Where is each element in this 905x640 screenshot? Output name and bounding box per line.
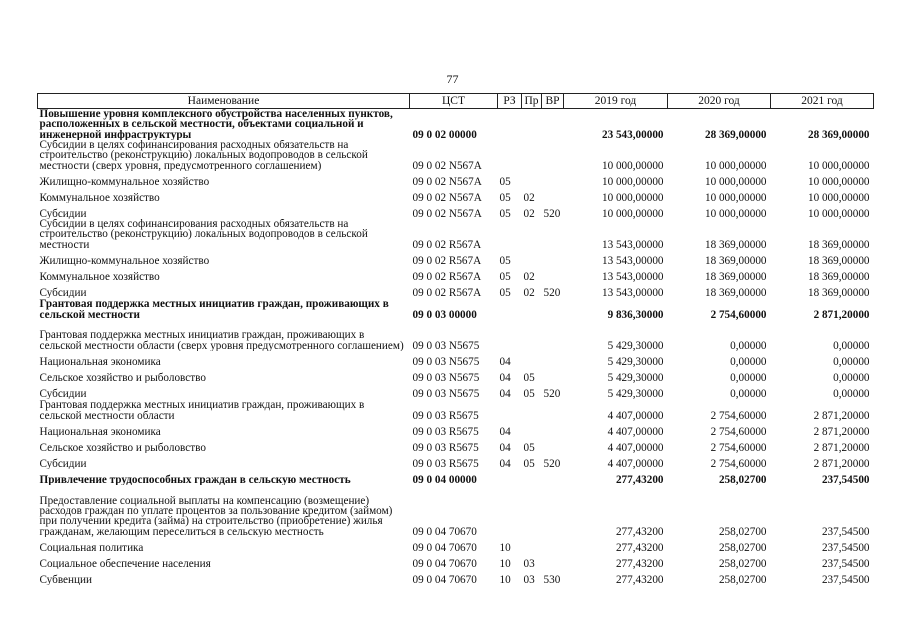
cell-2020: 2 754,60000 (710, 425, 767, 437)
cell-2021: 0,00000 (833, 387, 870, 399)
cell-pr: 05 (523, 457, 535, 469)
cell-vr: 520 (543, 387, 561, 399)
cell-name: Субсидии в целях софинансирования расходных обязательств на строительство (реконструкцию) локальных водопроводов в сельской местности (сверх уровня, предусмотренного соглашением) (39, 140, 368, 171)
cell-pr (522, 399, 542, 421)
cell-name: Привлечение трудоспособных граждан в сельскую местность (39, 473, 351, 485)
cell-2020: 258,02700 (718, 557, 767, 569)
cell-cst: 09 0 04 00000 (412, 473, 477, 485)
cell-cst: 09 0 03 R5675 (412, 409, 479, 421)
cell-rz: 05 (499, 270, 511, 282)
cell-2020: 18 369,00000 (704, 286, 767, 298)
table-row (38, 109, 874, 141)
cell-2021: 237,54500 (821, 525, 870, 537)
cell-2020: 2 754,60000 (710, 441, 767, 453)
table-row (38, 219, 874, 250)
cell-name: Жилищно-коммунальное хозяйство (39, 175, 210, 187)
cell-2021: 237,54500 (821, 473, 870, 485)
cell-cst: 09 0 03 N5675 (412, 371, 480, 383)
cell-2021: 237,54500 (821, 557, 870, 569)
cell-name: Субсидии в целях софинансирования расходных обязательств на строительство (реконструкцию) локальных водопроводов в сельской местности (39, 219, 368, 250)
cell-pr (522, 469, 542, 485)
cell-cst: 09 0 02 N567A (412, 159, 482, 171)
cell-vr (542, 298, 564, 320)
cell-cst: 09 0 03 R5675 (412, 441, 479, 453)
cell-pr (522, 250, 542, 266)
cell-2019: 10 000,00000 (601, 175, 664, 187)
table-row (38, 383, 874, 399)
cell-2021: 28 369,00000 (807, 128, 870, 140)
cell-cst: 09 0 03 R5675 (412, 457, 479, 469)
cell-cst: 09 0 02 R567A (412, 286, 482, 298)
cell-pr (522, 298, 542, 320)
header-2019: 2019 год (564, 94, 668, 109)
cell-2021: 0,00000 (833, 339, 870, 351)
header-rz: РЗ (498, 94, 522, 109)
table-body (38, 109, 874, 586)
cell-2020: 18 369,00000 (704, 254, 767, 266)
cell-cst: 09 0 03 N5675 (412, 355, 480, 367)
cell-2020: 0,00000 (730, 387, 767, 399)
cell-2019: 5 429,30000 (607, 339, 664, 351)
table-row (38, 553, 874, 569)
cell-name: Социальное обеспечение населения (39, 557, 211, 569)
table-row (38, 421, 874, 437)
cell-2020: 10 000,00000 (704, 191, 767, 203)
cell-2020: 0,00000 (730, 339, 767, 351)
cell-2019: 277,43200 (615, 541, 664, 553)
cell-cst: 09 0 02 R567A (412, 254, 482, 266)
cell-2019: 13 543,00000 (601, 270, 664, 282)
cell-2021: 237,54500 (821, 573, 870, 585)
cell-name: Жилищно-коммунальное хозяйство (39, 254, 210, 266)
table-row (38, 453, 874, 469)
cell-cst: 09 0 04 70670 (412, 541, 477, 553)
cell-rz (498, 485, 522, 537)
cell-2021: 2 871,20000 (813, 441, 870, 453)
cell-cst: 09 0 03 N5675 (412, 387, 480, 399)
cell-rz: 04 (499, 387, 511, 399)
cell-vr (542, 140, 564, 171)
cell-pr: 02 (523, 191, 535, 203)
cell-pr: 05 (523, 441, 535, 453)
cell-rz: 04 (499, 441, 511, 453)
cell-2021: 10 000,00000 (807, 207, 870, 219)
cell-pr (522, 485, 542, 537)
cell-2021: 18 369,00000 (807, 270, 870, 282)
cell-cst: 09 0 03 R5675 (412, 425, 479, 437)
table-row (38, 399, 874, 421)
cell-2019: 277,43200 (615, 557, 664, 569)
cell-pr: 02 (523, 270, 535, 282)
cell-2021: 237,54500 (821, 541, 870, 553)
cell-2019: 10 000,00000 (601, 207, 664, 219)
cell-2019: 5 429,30000 (607, 371, 664, 383)
cell-pr: 03 (523, 557, 535, 569)
cell-rz (498, 298, 522, 320)
cell-cst: 09 0 04 70670 (412, 557, 477, 569)
cell-2020: 10 000,00000 (704, 207, 767, 219)
header-2021: 2021 год (771, 94, 874, 109)
cell-vr (542, 421, 564, 437)
cell-vr (542, 187, 564, 203)
cell-vr (542, 485, 564, 537)
cell-rz: 04 (499, 425, 511, 437)
table-row (38, 187, 874, 203)
cell-name: Грантовая поддержка местных инициатив граждан, проживающих в сельской местности области (39, 399, 365, 421)
cell-2020: 258,02700 (718, 573, 767, 585)
cell-pr: 05 (523, 371, 535, 383)
cell-2020: 2 754,60000 (710, 457, 767, 469)
cell-pr (522, 320, 542, 351)
cell-vr (542, 266, 564, 282)
cell-name: Национальная экономика (39, 425, 161, 437)
table-row (38, 320, 874, 351)
cell-rz: 10 (499, 557, 511, 569)
cell-pr (522, 421, 542, 437)
cell-2021: 18 369,00000 (807, 254, 870, 266)
cell-2021: 2 871,20000 (813, 457, 870, 469)
cell-2020: 0,00000 (730, 371, 767, 383)
cell-pr (522, 351, 542, 367)
cell-2020: 18 369,00000 (704, 238, 767, 250)
table-row (38, 282, 874, 298)
cell-2019: 4 407,00000 (607, 409, 664, 421)
cell-vr (542, 399, 564, 421)
table-row (38, 367, 874, 383)
header-name: Наименование (38, 94, 410, 109)
cell-2019: 5 429,30000 (607, 387, 664, 399)
cell-vr: 520 (543, 457, 561, 469)
cell-name: Сельское хозяйство и рыболовство (39, 441, 206, 453)
cell-2019: 4 407,00000 (607, 425, 664, 437)
cell-2021: 10 000,00000 (807, 175, 870, 187)
cell-2019: 4 407,00000 (607, 441, 664, 453)
cell-pr (522, 140, 542, 171)
budget-table (37, 93, 874, 585)
cell-rz (498, 219, 522, 250)
cell-cst: 09 0 02 N567A (412, 175, 482, 187)
cell-rz: 05 (499, 175, 511, 187)
cell-rz: 05 (499, 207, 511, 219)
cell-cst: 09 0 02 N567A (412, 207, 482, 219)
cell-name: Повышение уровня комплексного обустройства населенных пунктов, расположенных в сельской местности, объектами социальной и инженерной инфраструктуры (39, 108, 393, 140)
table-row (38, 203, 874, 219)
cell-2019: 277,43200 (615, 573, 664, 585)
cell-vr (542, 250, 564, 266)
cell-vr: 520 (543, 286, 561, 298)
cell-vr (542, 469, 564, 485)
cell-pr: 05 (523, 387, 535, 399)
cell-pr (522, 109, 542, 141)
cell-pr: 02 (523, 286, 535, 298)
cell-pr: 02 (523, 207, 535, 219)
cell-vr (542, 109, 564, 141)
cell-name: Национальная экономика (39, 355, 161, 367)
table-row (38, 250, 874, 266)
cell-name: Коммунальное хозяйство (39, 191, 160, 203)
cell-cst: 09 0 04 70670 (412, 525, 477, 537)
cell-pr (522, 219, 542, 250)
cell-2020: 258,02700 (718, 473, 767, 485)
cell-2020: 10 000,00000 (704, 175, 767, 187)
cell-vr (542, 320, 564, 351)
cell-rz (498, 399, 522, 421)
cell-2019: 277,43200 (615, 473, 664, 485)
cell-name: Субвенции (39, 573, 92, 585)
cell-2019: 9 836,30000 (607, 308, 664, 320)
cell-name: Субсидии (39, 207, 87, 219)
table-row (38, 537, 874, 553)
cell-name: Коммунальное хозяйство (39, 270, 160, 282)
cell-2021: 2 871,20000 (813, 409, 870, 421)
table-row (38, 140, 874, 171)
table-row (38, 569, 874, 585)
header-2020: 2020 год (668, 94, 771, 109)
table-row (38, 351, 874, 367)
cell-2019: 23 543,00000 (601, 128, 664, 140)
cell-2020: 258,02700 (718, 525, 767, 537)
table-row (38, 437, 874, 453)
cell-2020: 18 369,00000 (704, 270, 767, 282)
cell-rz (498, 469, 522, 485)
cell-name: Грантовая поддержка местных инициатив граждан, проживающих в сельской местности (39, 298, 389, 320)
header-pr: Пр (522, 94, 542, 109)
cell-rz (498, 140, 522, 171)
cell-name: Субсидии (39, 286, 87, 298)
cell-vr: 530 (543, 573, 561, 585)
cell-cst: 09 0 03 00000 (412, 308, 477, 320)
cell-rz: 04 (499, 371, 511, 383)
table-row (38, 298, 874, 320)
cell-rz: 04 (499, 355, 511, 367)
cell-2019: 13 543,00000 (601, 286, 664, 298)
cell-2021: 18 369,00000 (807, 238, 870, 250)
cell-pr (522, 537, 542, 553)
table-row (38, 171, 874, 187)
page-number: 77 (446, 72, 459, 86)
cell-vr (542, 367, 564, 383)
cell-2021: 18 369,00000 (807, 286, 870, 298)
cell-2020: 2 754,60000 (710, 308, 767, 320)
cell-2021: 0,00000 (833, 355, 870, 367)
cell-2019: 277,43200 (615, 525, 664, 537)
header-vr: ВР (542, 94, 564, 109)
cell-vr (542, 553, 564, 569)
cell-rz (498, 320, 522, 351)
cell-name: Социальная политика (39, 541, 144, 553)
cell-cst: 09 0 02 R567A (412, 238, 482, 250)
cell-rz: 05 (499, 254, 511, 266)
cell-rz: 10 (499, 541, 511, 553)
cell-rz: 05 (499, 191, 511, 203)
table-row (38, 485, 874, 537)
cell-vr (542, 437, 564, 453)
table-header-row (38, 94, 874, 109)
cell-2020: 0,00000 (730, 355, 767, 367)
cell-cst: 09 0 04 70670 (412, 573, 477, 585)
cell-2021: 0,00000 (833, 371, 870, 383)
cell-2021: 2 871,20000 (813, 425, 870, 437)
cell-2019: 10 000,00000 (601, 159, 664, 171)
cell-2020: 28 369,00000 (704, 128, 767, 140)
cell-2020: 2 754,60000 (710, 409, 767, 421)
cell-cst: 09 0 03 N5675 (412, 339, 480, 351)
cell-cst: 09 0 02 R567A (412, 270, 482, 282)
cell-rz: 05 (499, 286, 511, 298)
cell-2020: 10 000,00000 (704, 159, 767, 171)
table-row (38, 266, 874, 282)
cell-2019: 4 407,00000 (607, 457, 664, 469)
cell-2019: 13 543,00000 (601, 254, 664, 266)
cell-vr (542, 171, 564, 187)
cell-vr (542, 537, 564, 553)
table-row (38, 469, 874, 485)
cell-vr (542, 219, 564, 250)
cell-rz: 04 (499, 457, 511, 469)
cell-rz: 10 (499, 573, 511, 585)
cell-2021: 2 871,20000 (813, 308, 870, 320)
cell-2020: 258,02700 (718, 541, 767, 553)
cell-cst: 09 0 02 00000 (412, 128, 477, 140)
cell-pr: 03 (523, 573, 535, 585)
cell-2021: 10 000,00000 (807, 191, 870, 203)
cell-2021: 10 000,00000 (807, 159, 870, 171)
cell-name: Грантовая поддержка местных инициатив граждан, проживающих в сельской местности области (сверх уровня предусмотренного соглашением) (39, 329, 404, 351)
cell-pr (522, 171, 542, 187)
cell-2019: 5 429,30000 (607, 355, 664, 367)
cell-rz (498, 109, 522, 141)
cell-2019: 13 543,00000 (601, 238, 664, 250)
cell-name: Сельское хозяйство и рыболовство (39, 371, 206, 383)
cell-cst: 09 0 02 N567A (412, 191, 482, 203)
cell-name: Субсидии (39, 457, 87, 469)
cell-name: Субсидии (39, 387, 87, 399)
header-cst: ЦСТ (410, 94, 498, 109)
cell-vr (542, 351, 564, 367)
cell-2019: 10 000,00000 (601, 191, 664, 203)
cell-vr: 520 (543, 207, 561, 219)
cell-name: Предоставление социальной выплаты на компенсацию (возмещение) расходов граждан по уплате процентов за пользование кредитом (займом) при получении кредита (займа) на строительство (приобретение) жилья гражданам, желающим переселиться в сельскую местность (39, 494, 393, 537)
